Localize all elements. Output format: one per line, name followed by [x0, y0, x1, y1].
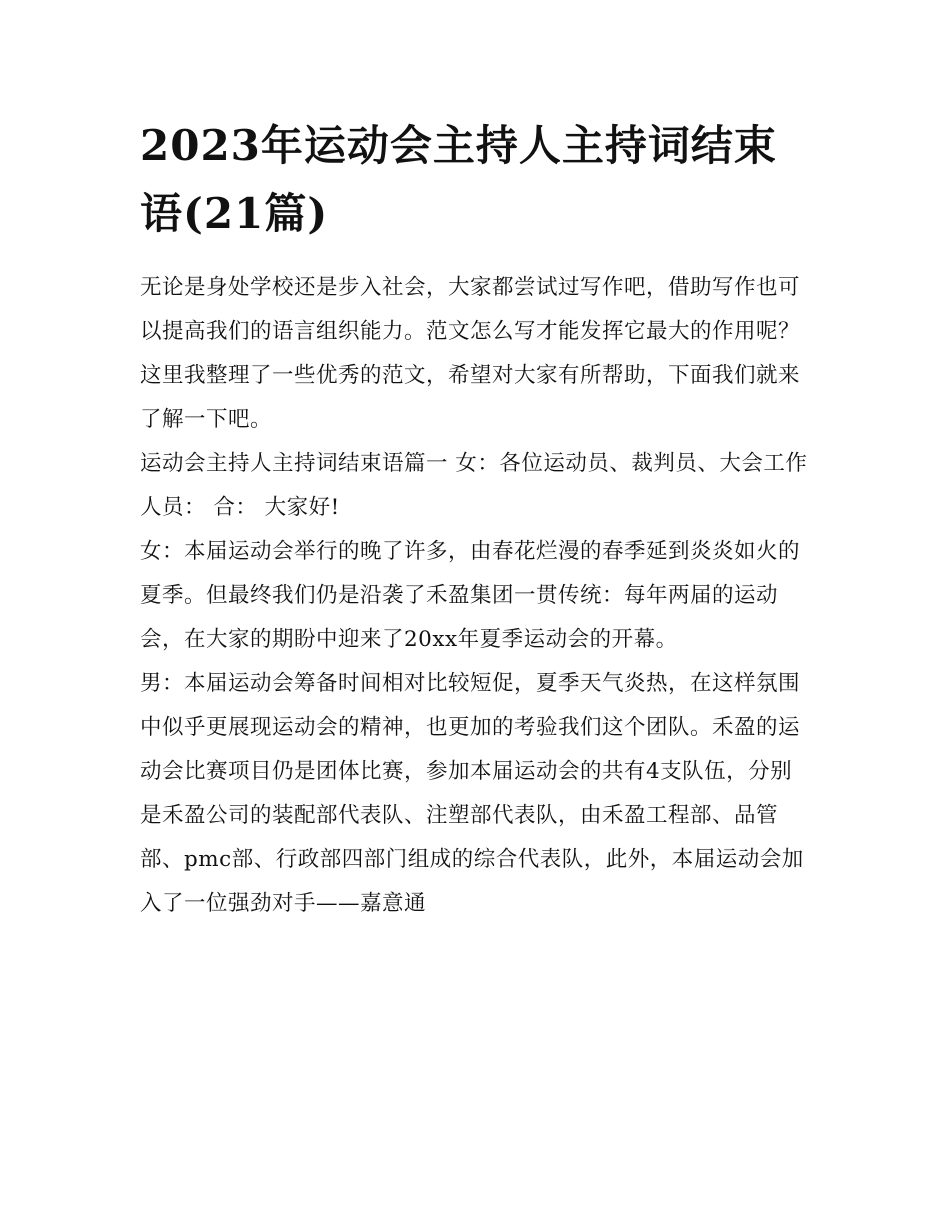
greeting-paragraph: 运动会主持人主持词结束语篇一 女：各位运动员、裁判员、大会工作人员： 合： 大家好!: [140, 451, 808, 520]
female-host-paragraph: 女：本届运动会举行的晚了许多，由春花烂漫的春季延到炎炎如火的夏季。但最终我们仍是沿袭了禾盈集团一贯传统：每年两届的运动会，在大家的期盼中迎来了20xx年夏季运动会的开幕。: [140, 539, 801, 652]
male-host-paragraph: 男：本届运动会筹备时间相对比较短促，夏季天气炎热，在这样氛围中似乎更展现运动会的精神，也更加的考验我们这个团队。禾盈的运动会比赛项目仍是团体比赛，参加本届运动会的共有4支队伍，分别是禾盈公司的装配部代表队、注塑部代表队，由禾盈工程部、品管部、pmc部、行政部四部门组成的综合代表队，此外，本届运动会加入了一位强劲对手——嘉意通: [140, 671, 804, 916]
document-title: 2023年运动会主持人主持词结束语(21篇): [140, 121, 777, 238]
document-body: [140, 112, 812, 926]
intro-paragraph: 无论是身处学校还是步入社会，大家都尝试过写作吧，借助写作也可以提高我们的语言组织能力。范文怎么写才能发挥它最大的作用呢？这里我整理了一些优秀的范文，希望对大家有所帮助，下面我们就来了解一下吧。: [140, 275, 801, 432]
